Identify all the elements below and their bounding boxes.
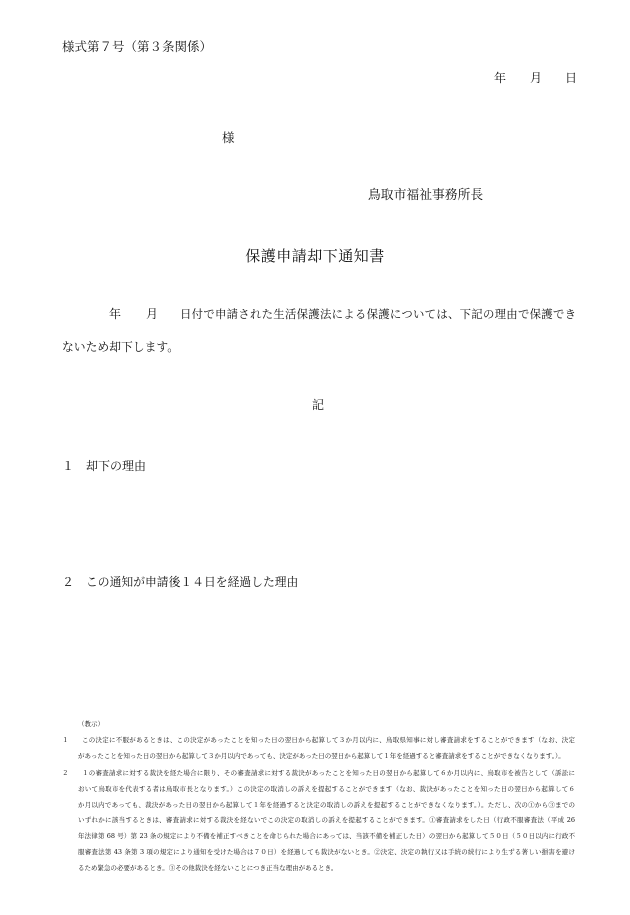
section-number: ２ <box>62 575 75 589</box>
form-label: 様式第７号（第３条関係） <box>62 39 213 54</box>
notice-item-text <box>78 766 575 877</box>
body-date-year: 年 <box>109 307 122 321</box>
notice-line: １の審査請求に対する裁決を経た場合に限り、その審査請求に対する裁決があったことを知った日の翌日から起算して６か月以内に、鳥取市を被告として（訴訟に <box>82 769 575 777</box>
body-line-1: 日付で申請された生活保護法による保護については、下記の理由で保護でき <box>180 307 576 321</box>
notice-heading: （教示） <box>78 720 104 728</box>
notice-line: 服審査法第 43 条第 3 項の規定により通知を受けた場合は７０日）を経過しても裁決がないとき。②決定、決定の執行又は手続の続行により生ずる著しい損害を避け <box>78 847 575 856</box>
notice-line: おいて鳥取市を代表する者は鳥取市長となります。）この決定の取消しの訴えを提起することができます（なお、裁決があったことを知った日の翌日から起算して６ <box>78 784 575 793</box>
body-date-month: 月 <box>146 307 159 321</box>
notice-line: か月以内であっても、裁決があった日の翌日から起算して１年を経過すると決定の取消しの訴えを提起することができなくなります。）。ただし、次の①から③までの <box>78 800 575 809</box>
notice-item-number: ２ <box>62 769 69 777</box>
notice-item-text <box>78 733 575 765</box>
notice-line: いずれかに該当するときは、審査請求に対する裁決を経ないでこの決定の取消しの訴えを提起することができます。①審査請求をした日（行政不服審査法（平成 26 <box>78 816 575 825</box>
ki-marker: 記 <box>312 398 325 412</box>
notice-line: があったことを知った日の翌日から起算して３か月以内であっても、決定があった日の翌日から起算して１年を経過すると審査請求をすることができなくなります。）。 <box>78 751 565 760</box>
notice-item-number: １ <box>62 736 69 744</box>
date-year-label: 年 <box>494 71 507 85</box>
issuer-name: 鳥取市福祉事務所長 <box>368 188 484 203</box>
date-month-label: 月 <box>530 71 543 85</box>
section-label: 却下の理由 <box>86 459 147 473</box>
document-title: 保護申請却下通知書 <box>245 247 385 265</box>
section-label: この通知が申請後１４日を経過した理由 <box>86 575 299 589</box>
notice-line: 年法律第 68 号）第 23 条の規定により不備を補正すべきことを命じられた場合にあっては、当該不備を補正した日）の翌日から起算して５０日（５０日以内に行政不 <box>78 832 575 841</box>
body-line-2: ないため却下します。 <box>62 340 180 354</box>
date-day-label: 日 <box>565 71 578 85</box>
notice-line: るため緊急の必要があるとき。③その他裁決を経ないことにつき正当な理由があるとき。 <box>78 863 338 872</box>
recipient-honorific: 様 <box>222 130 235 145</box>
section-number: １ <box>62 459 75 473</box>
notice-line: この決定に不服があるときは、この決定があったことを知った日の翌日から起算して３か月以内に、鳥取県知事に対し審査請求をすることができます（なお、決定 <box>82 736 575 744</box>
